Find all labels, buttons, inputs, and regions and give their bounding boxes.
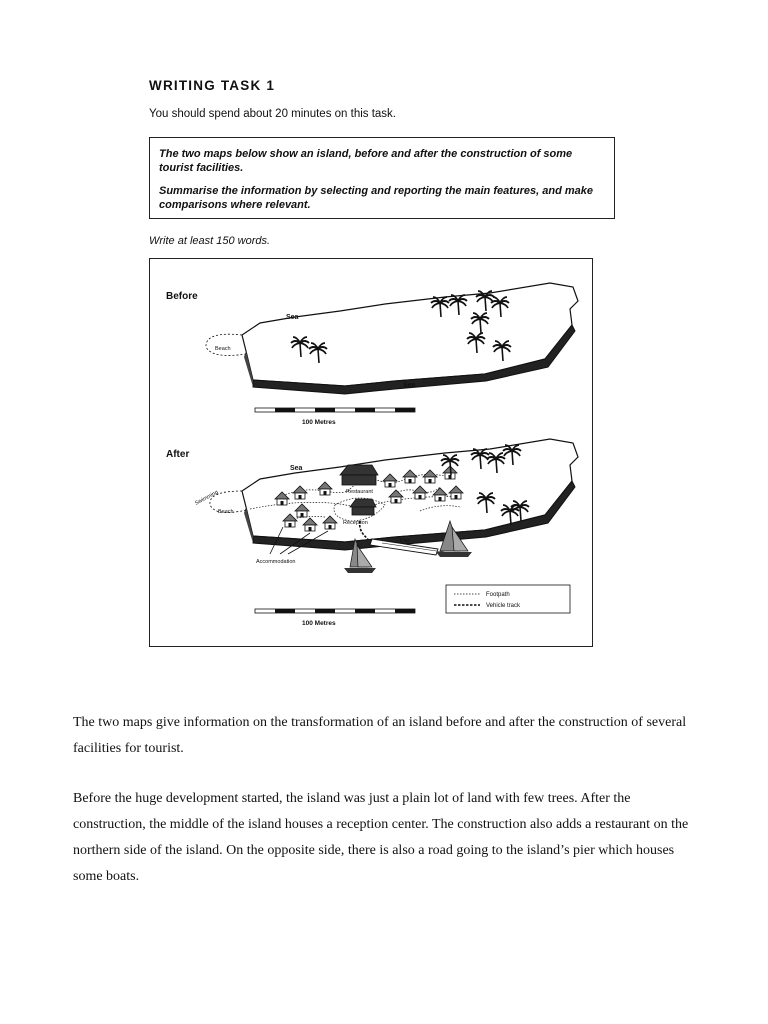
after-scale-bar	[255, 609, 415, 613]
before-map-title: Before	[166, 291, 198, 302]
essay-paragraph-intro: The two maps give information on the transformation of an island before and after the construction of several facilities for tourist.	[73, 715, 687, 756]
reception-label: Reception	[343, 520, 368, 526]
legend-footpath-label: Footpath	[486, 592, 510, 598]
word-count-instruction: Write at least 150 words.	[149, 235, 271, 247]
restaurant-building	[340, 465, 378, 485]
essay-paragraph-body: Before the huge development started, the island was just a plain lot of land with few trees. After the construction, the middle of the island houses a reception center. The construction also adds a restaurant on the northern side of the island. On the opposite side, there is also a road going to the island’s pier which houses some boats.	[73, 791, 689, 884]
task-prompt-box	[149, 137, 615, 219]
before-scale-bar	[255, 408, 415, 412]
after-map-title: After	[166, 449, 190, 460]
task-prompt-summarise: Summarise the information by selecting and reporting the main features, and make comparisons where relevant.	[159, 185, 593, 211]
after-beach-label: Beach	[218, 509, 234, 515]
before-sea-south-label: Sea	[403, 382, 416, 389]
legend-vehicle-track-label: Vehicle track	[486, 603, 521, 609]
after-scale-label: 100 Metres	[302, 620, 336, 627]
before-beach-outline	[206, 334, 246, 355]
after-sea-label: Sea	[290, 465, 303, 472]
reception-building	[350, 499, 376, 515]
before-sea-north-label: Sea	[286, 314, 299, 321]
before-beach-label: Beach	[215, 346, 231, 352]
island-maps-figure	[149, 258, 593, 647]
essay-response	[73, 710, 703, 914]
pier-label: Pier	[400, 538, 410, 544]
task-prompt-maps: The two maps below show an island, before and after the construction of some tourist facilities.	[159, 148, 573, 174]
time-instruction: You should spend about 20 minutes on this task.	[149, 108, 396, 120]
task-heading: WRITING TASK 1	[149, 78, 276, 93]
before-scale-label: 100 Metres	[302, 419, 336, 426]
swimming-label: Swimming	[194, 489, 220, 507]
before-island	[242, 283, 578, 394]
after-island	[242, 439, 578, 550]
island-maps-svg	[150, 259, 594, 648]
accommodation-label: Accommodation	[256, 559, 296, 565]
restaurant-label: Restaurant	[346, 489, 373, 495]
